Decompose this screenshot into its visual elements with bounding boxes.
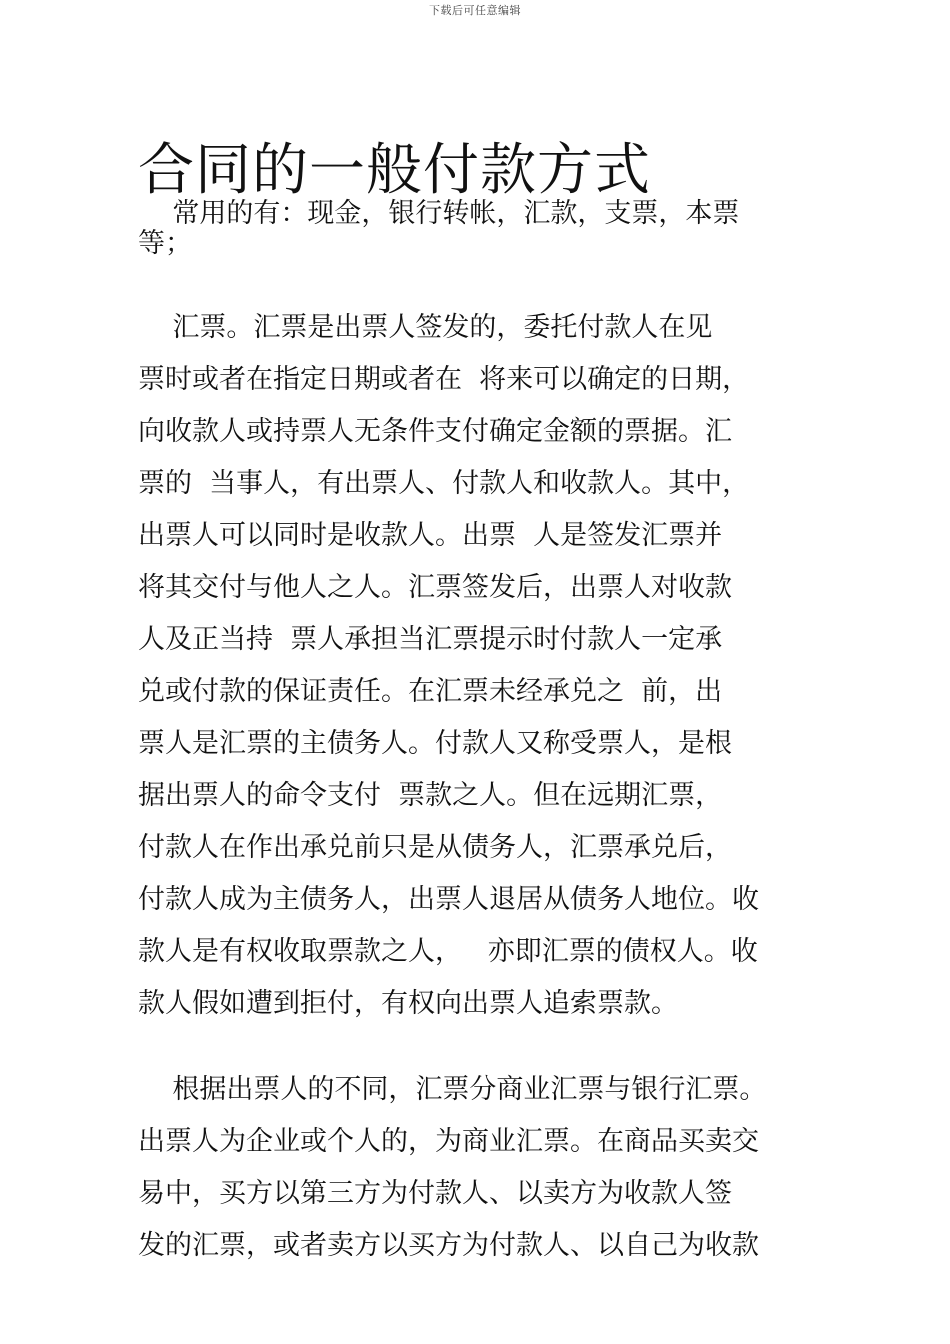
paragraph-line: 出票人为企业或个人的，为商业汇票。在商品买卖交	[138, 1126, 759, 1157]
paragraph-line: 易中，买方以第三方为付款人、以卖方为收款人签	[138, 1178, 732, 1209]
paragraph-line: 人及正当持 票人承担当汇票提示时付款人一定承	[138, 624, 723, 655]
paragraph-line: 向收款人或持票人无条件支付确定金额的票据。汇	[138, 416, 732, 447]
intro-line: 常用的有：现金，银行转帐，汇款，支票，本票	[138, 198, 740, 229]
paragraph-line: 付款人在作出承兑前只是从债务人，汇票承兑后，	[138, 832, 732, 863]
paragraph-line: 款人假如遭到拒付，有权向出票人追索票款。	[138, 988, 678, 1019]
header-note: 下载后可任意编辑	[429, 4, 521, 17]
paragraph-line: 付款人成为主债务人，出票人退居从债务人地位。收	[138, 884, 759, 915]
paragraph-line: 票的 当事人，有出票人、付款人和收款人。其中，	[138, 468, 750, 499]
paragraph-line: 汇票。汇票是出票人签发的，委托付款人在见	[138, 312, 713, 343]
paragraph-line: 兑或付款的保证责任。在汇票未经承兑之 前，出	[138, 676, 723, 707]
paragraph-line: 根据出票人的不同，汇票分商业汇票与银行汇票。	[138, 1074, 767, 1105]
paragraph-line: 将其交付与他人之人。汇票签发后，出票人对收款	[138, 572, 732, 603]
paragraph-line: 据出票人的命令支付 票款之人。但在远期汇票，	[138, 780, 723, 811]
paragraph-line: 发的汇票，或者卖方以买方为付款人、以自己为收款	[138, 1230, 759, 1261]
paragraph-line: 出票人可以同时是收款人。出票 人是签发汇票并	[138, 520, 723, 551]
paragraph-line: 票时或者在指定日期或者在 将来可以确定的日期，	[138, 364, 750, 395]
document-title: 合同的一般付款方式	[138, 138, 651, 203]
intro-line: 等；	[138, 228, 192, 259]
paragraph-line: 票人是汇票的主债务人。付款人又称受票人，是根	[138, 728, 732, 759]
paragraph-line: 款人是有权收取票款之人， 亦即汇票的债权人。收	[138, 936, 758, 967]
